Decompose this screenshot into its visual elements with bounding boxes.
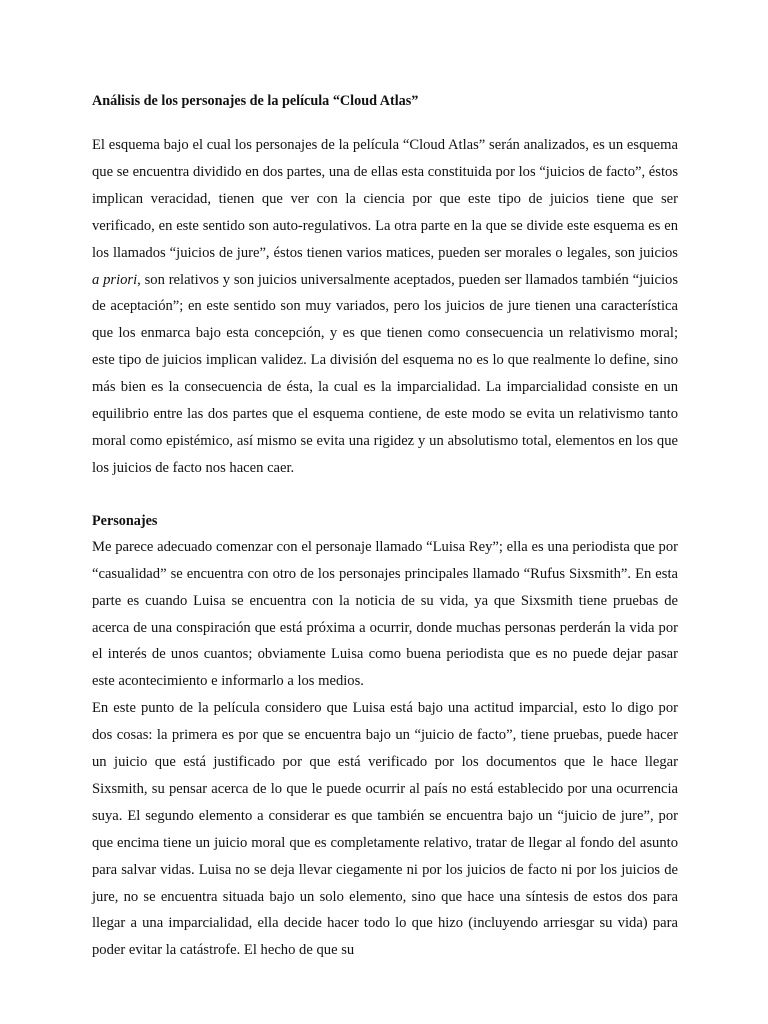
intro-paragraph	[92, 132, 686, 482]
intro-paragraph-italic: a priori	[92, 271, 138, 288]
document-title: Análisis de los personajes de la película “Cloud Atlas”	[92, 93, 419, 109]
intro-paragraph-text-2: , son relativos y son juicios universalmente aceptados, pueden ser llamados también “juicios de aceptación”; en este sentido son muy variados, pero los juicios de jure tienen una característica que los enmarca bajo esta concepción, y es que tienen como consecuencia un relativismo moral; este tipo de juicios implican validez. La división del esquema no es lo que realmente lo define, sino más bien es la consecuencia de ésta, la cual es la imparcialidad. La imparcialidad consiste en un equilibrio entre las dos partes que el esquema contiene, de este modo se evita un relativismo tanto moral como epistémico, así mismo se evita una rigidez y un absolutismo total, elementos en los que los juicios de facto nos hacen caer.	[92, 271, 682, 476]
section-heading: Personajes	[92, 512, 158, 529]
paragraph-3: En este punto de la película considero que Luisa está bajo una actitud imparcial, esto lo digo por dos cosas: la primera es por que se encuentra bajo un “juicio de facto”, tiene pruebas, puede hacer un juicio que está justificado por que está verificado por los documentos que le hace llegar Sixsmith, su pensar acerca de lo que le puede ocurrir al país no está establecido por una ocurrencia suya. El segundo elemento a considerar es que también se encuentra bajo un “juicio de jure”, por que encima tiene un juicio moral que es completamente relativo, tratar de llegar al fondo del asunto para salvar vidas. Luisa no se deja llevar ciegamente ni por los juicios de facto ni por los juicios de jure, no se encuentra situada bajo un solo elemento, sino que hace una síntesis de estos dos para llegar a una imparcialidad, ella decide hacer todo lo que hizo (incluyendo arriesgar su vida) para poder evitar la catástrofe. El hecho de que su	[92, 700, 678, 959]
document-page	[92, 88, 686, 964]
intro-paragraph-text-1: El esquema bajo el cual los personajes de la película “Cloud Atlas” serán analizados, es un esquema que se encuentra dividido en dos partes, una de ellas esta constituida por los “juicios de facto”, éstos implican veracidad, tienen que ver con la ciencia por que este tipo de juicios tiene que ser verificado, en este sentido son auto-regulativos. La otra parte en la que se divide este esquema es en los llamados “juicios de jure”, éstos tienen varios matices, pueden ser morales o legales, son juicios	[92, 137, 686, 261]
paragraph-2: Me parece adecuado comenzar con el personaje llamado “Luisa Rey”; ella es una periodista que por “casualidad” se encuentra con otro de los personajes principales llamado “Rufus Sixsmith”. En esta parte es cuando Luisa se encuentra con la noticia de su vida, ya que Sixsmith tiene pruebas de acerca de una conspiración que está próxima a ocurrir, donde muchas personas perderán la vida por el interés de unos cuantos; obviamente Luisa como buena periodista que es no puede dejar pasar este acontecimiento e informarlo a los medios.	[92, 538, 678, 690]
